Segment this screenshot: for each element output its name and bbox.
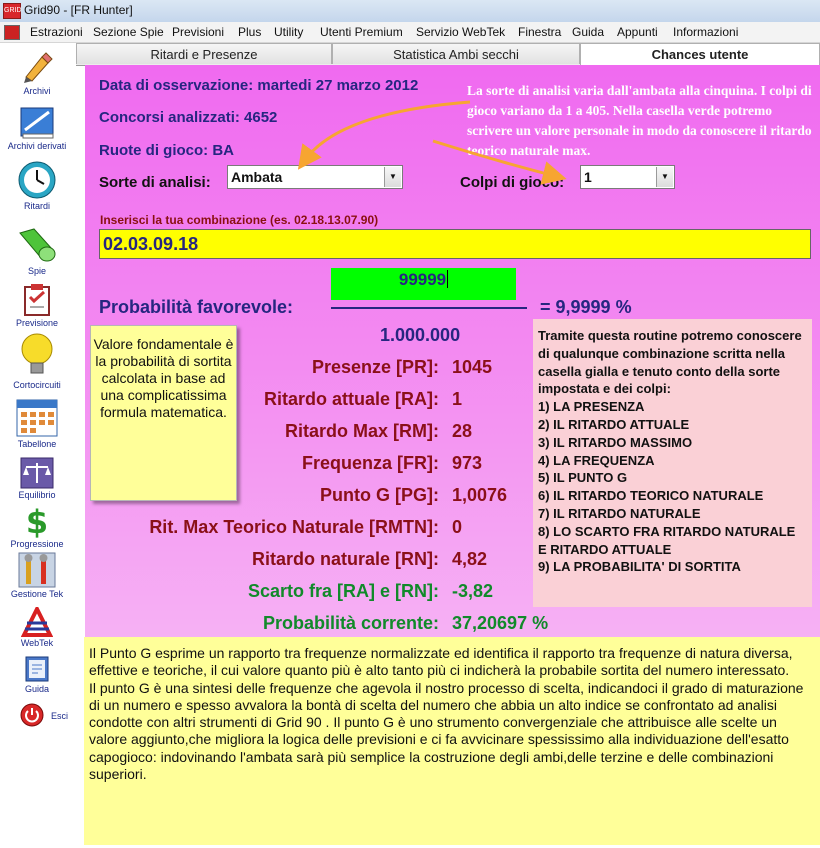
help-book-icon xyxy=(22,655,52,683)
stat-label-frequenza: Frequenza [FR]: xyxy=(302,453,439,473)
combination-value: 02.03.09.18 xyxy=(103,234,199,254)
svg-text:$: $ xyxy=(25,504,49,538)
calendar-icon xyxy=(15,398,59,438)
menu-informazioni[interactable]: Informazioni xyxy=(673,25,739,39)
window-title: Grid90 - [FR Hunter] xyxy=(24,3,133,17)
sidebar: Archivi Archivi derivati Ritardi Spie Previsione Cortocircuiti Tabellone Equilibrio $ Progressione Gestione Tek WebTek Guida Esci xyxy=(0,43,74,733)
stat-value-ritardo-naturale: 4,82 xyxy=(452,549,488,569)
flashlight-icon xyxy=(16,225,58,265)
stat-value-punto-g: 1,0076 xyxy=(452,485,508,505)
text-cursor xyxy=(447,270,448,288)
menu-guida[interactable]: Guida xyxy=(572,25,605,39)
sidebar-item-spie[interactable]: Spie xyxy=(0,225,74,276)
stat-value-presenze: 1045 xyxy=(452,357,493,377)
stat-value-probabilita-corrente: 37,20697 % xyxy=(452,613,549,633)
game-wheels: Ruote di gioco: BA xyxy=(99,142,234,159)
menu-previsioni[interactable]: Previsioni xyxy=(172,25,225,39)
tab-ritardi-e-presenze[interactable]: Ritardi e Presenze xyxy=(76,43,332,64)
menu-appunti[interactable]: Appunti xyxy=(617,25,658,39)
routine-item: 8) LO SCARTO FRA RITARDO NATURALE E RITARDO ATTUALE xyxy=(538,523,796,557)
routine-info-note xyxy=(533,319,812,607)
stat-label-presenze: Presenze [PR]: xyxy=(311,357,439,377)
tools-icon xyxy=(18,552,56,588)
sorte-value: Ambata xyxy=(231,169,283,185)
sidebar-item-ritardi[interactable]: Ritardi xyxy=(0,160,74,211)
pencil-icon xyxy=(20,51,54,85)
observation-date: Data di osservazione: martedi 27 marzo 2012 xyxy=(99,77,419,94)
sidebar-item-progressione[interactable]: $ Progressione xyxy=(10,504,64,549)
routine-item: 2) IL RITARDO ATTUALE xyxy=(538,416,690,432)
stat-value-ritardo-attuale: 1 xyxy=(452,389,463,409)
description-paragraph: Il Punto G esprime un rapporto tra frequenze normalizzate ed identifica il rapporto tra frequenze di natura diversa, effettive e teoriche, il cui valore quanto più è alto tanto più ci indicherà la probabile sortita del numero interessato. xyxy=(89,645,793,679)
menu-bar xyxy=(0,22,820,43)
lightbulb-icon xyxy=(19,333,55,379)
routine-item: 6) IL RITARDO TEORICO NATURALE xyxy=(538,488,764,504)
routine-item: 4) LA FREQUENZA xyxy=(538,452,655,468)
dollar-icon xyxy=(22,504,52,538)
sidebar-item-tabellone[interactable]: Tabellone xyxy=(0,398,74,449)
menu-plus[interactable]: Plus xyxy=(238,25,262,39)
tab-bar xyxy=(76,43,820,66)
menu-sezione-spie[interactable]: Sezione Spie xyxy=(93,25,164,39)
title-bar xyxy=(0,0,820,23)
menu-servizio-webtek[interactable]: Servizio WebTek xyxy=(416,25,506,39)
stat-value-scarto: -3,82 xyxy=(452,581,494,601)
denominator-value: 1.000.000 xyxy=(380,325,461,345)
sidebar-item-archivi-derivati[interactable]: Archivi derivati xyxy=(0,104,74,151)
book-icon xyxy=(19,104,55,140)
routine-item: 9) LA PROBABILITA' DI SORTITA xyxy=(538,559,741,575)
contests-analyzed: Concorsi analizzati: 4652 xyxy=(99,109,278,126)
probability-result: = 9,9999 % xyxy=(540,297,632,317)
numerator-value: 99999 xyxy=(398,270,447,289)
chevron-down-icon[interactable]: ▼ xyxy=(384,167,401,187)
sidebar-item-cortocircuiti[interactable]: Cortocircuiti xyxy=(0,333,74,390)
chevron-down-icon[interactable]: ▼ xyxy=(656,167,673,187)
description-paragraph: Il punto G è una sintesi delle frequenze che agevola il nostro processo di scelta, indicandoci il grado di maturazione di un numero e spesso avvalora la bontà di scelta del numero che abbia un alto indice se confrontato ad analisi condotte con altri strumenti di Grid 90 . Il punto G è uno strumento convergenziale che attribuisce alle scelte un valore aggiunto,che migliora la logica delle previsioni e ci fa avvicinare spessissimo alla individuazione dell'esatto capogioco: indovinando l'ambata sarà più semplice la costruzione degli ambi,delle terzine e delle combinazioni superiori. xyxy=(89,679,804,783)
tab-statistica-ambi-secchi[interactable]: Statistica Ambi secchi xyxy=(332,43,580,64)
stat-value-rmtn: 0 xyxy=(452,517,463,537)
sorte-label: Sorte di analisi: xyxy=(99,174,211,191)
routine-item: 7) IL RITARDO NATURALE xyxy=(538,505,701,521)
sorte-select[interactable] xyxy=(227,165,403,189)
sticky-note: Valore fondamentale è la probabilità di sortita calcolata in base ad una complicatissima formula matematica. xyxy=(90,325,237,501)
numerator-input[interactable] xyxy=(331,268,516,300)
stat-label-punto-g: Punto G [PG]: xyxy=(320,485,439,505)
scale-icon xyxy=(20,457,54,489)
stat-label-rmtn: Rit. Max Teorico Naturale [RMTN]: xyxy=(149,517,439,537)
sidebar-item-archivi[interactable]: Archivi xyxy=(0,51,74,96)
sidebar-item-previsione[interactable]: Previsione xyxy=(0,283,74,328)
routine-intro: Tramite questa routine potremo conoscere di qualunque combinazione scritta nella casella gialla e tenuto conto della sorte impostata e dei colpi: xyxy=(538,328,802,397)
power-icon xyxy=(20,703,44,727)
fraction-line xyxy=(331,307,527,309)
webtek-icon xyxy=(21,607,53,637)
punto-g-description xyxy=(84,637,820,845)
stat-label-ritardo-attuale: Ritardo attuale [RA]: xyxy=(264,389,439,409)
app-icon: GRID xyxy=(3,3,21,19)
analysis-note: La sorte di analisi varia dall'ambata alla cinquina. I colpi di gioco variano da 1 a 405. Nella casella verde potremo scrivere un valore personale in modo da conoscere il ritardo teorico naturale max. xyxy=(467,83,812,158)
stat-label-ritardo-naturale: Ritardo naturale [RN]: xyxy=(251,549,439,569)
tab-chances-utente[interactable]: Chances utente xyxy=(580,43,820,66)
stat-label-probabilita-corrente: Probabilità corrente: xyxy=(262,613,439,633)
clipboard-icon xyxy=(21,283,53,317)
combination-input[interactable] xyxy=(99,229,811,259)
colpi-select[interactable] xyxy=(580,165,675,189)
colpi-label: Colpi di gioco: xyxy=(460,174,565,191)
sidebar-item-gestione-tek[interactable]: Gestione Tek xyxy=(0,552,74,599)
stat-value-ritardo-max: 28 xyxy=(452,421,473,441)
sidebar-item-equilibrio[interactable]: Equilibrio xyxy=(0,457,74,500)
clock-icon xyxy=(17,160,57,200)
routine-item: 3) IL RITARDO MASSIMO xyxy=(538,434,693,450)
routine-item: 1) LA PRESENZA xyxy=(538,399,645,415)
combination-hint: Inserisci la tua combinazione (es. 02.18.13.07.90) xyxy=(100,213,379,227)
stat-value-frequenza: 973 xyxy=(452,453,483,473)
menu-estrazioni[interactable]: Estrazioni xyxy=(30,25,83,39)
stat-label-scarto: Scarto fra [RA] e [RN]: xyxy=(247,581,439,601)
menu-finestra[interactable]: Finestra xyxy=(518,25,562,39)
document-icon[interactable] xyxy=(4,25,20,40)
menu-utility[interactable]: Utility xyxy=(274,25,304,39)
sidebar-item-webtek[interactable]: WebTek xyxy=(0,607,74,648)
colpi-value: 1 xyxy=(584,169,592,185)
menu-utenti-premium[interactable]: Utenti Premium xyxy=(320,25,403,39)
sidebar-item-guida[interactable]: Guida xyxy=(0,655,74,694)
probability-label: Probabilità favorevole: xyxy=(99,297,294,317)
routine-item: 5) IL PUNTO G xyxy=(538,470,628,486)
stat-label-ritardo-max: Ritardo Max [RM]: xyxy=(285,421,439,441)
